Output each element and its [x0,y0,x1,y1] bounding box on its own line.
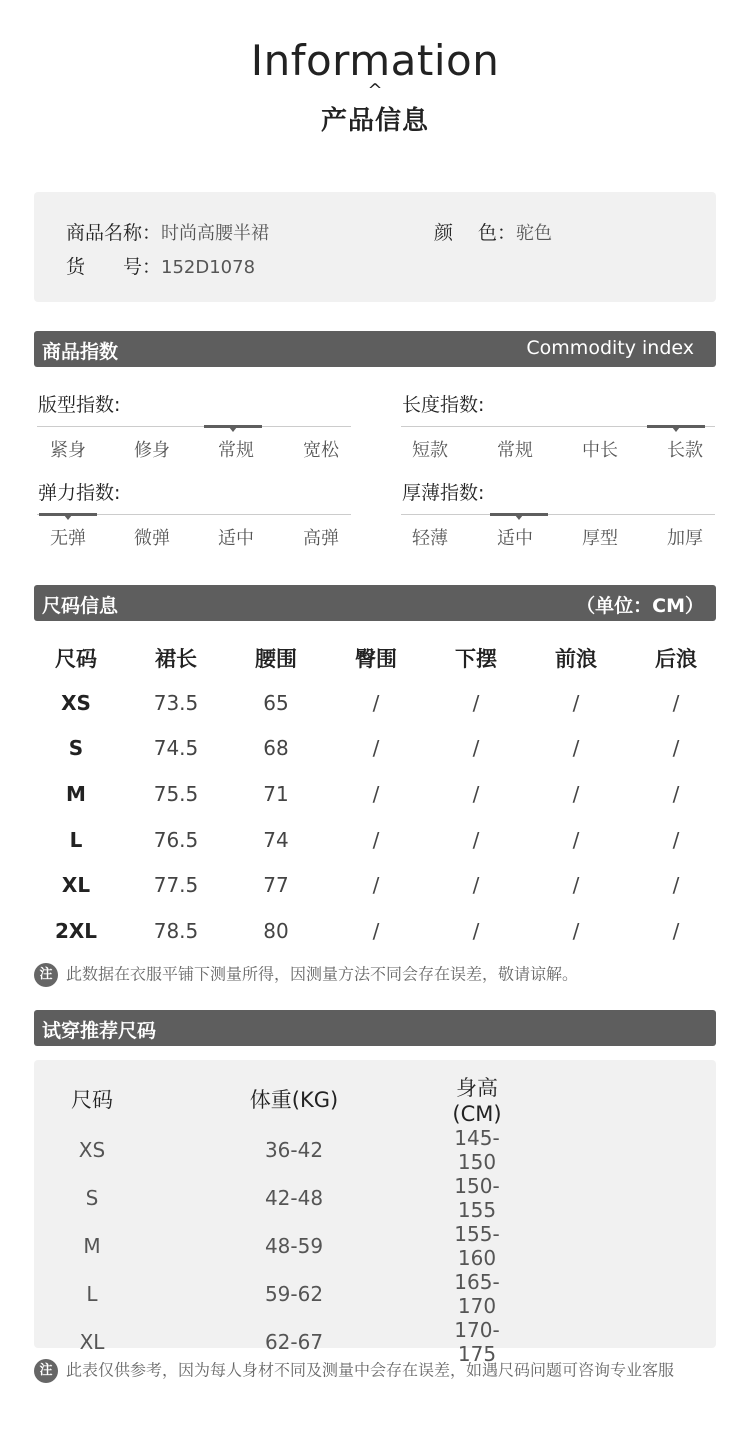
table-cell: / [572,918,580,943]
column-header: 尺码 [71,1088,113,1112]
scale-option: 高弹 [303,528,339,549]
table-cell: 78.5 [153,918,199,943]
table-row [26,726,726,772]
table-cell: 71 [263,781,289,806]
length-index-scale [401,426,715,466]
table-cell: 145-150 [454,1126,500,1174]
table-cell: S [85,1186,99,1210]
table-cell: XS [78,1138,106,1162]
table-row [38,1270,512,1318]
scale-option: 适中 [218,528,254,549]
table-cell: / [672,827,680,852]
table-cell: XL [79,1330,105,1354]
table-cell: 165-170 [454,1270,500,1318]
reference-note [34,1357,674,1383]
elasticity-index-title: 弹力指数: [38,482,121,504]
table-cell: M [83,1234,101,1258]
column-header: 尺码 [55,647,97,671]
table-cell: 73.5 [153,690,199,715]
note-badge-icon: 注 [34,963,58,987]
size-info-bar [34,585,716,621]
recommended-size-title: 试穿推荐尺码 [42,1020,157,1042]
table-cell: / [572,736,580,761]
scale-option: 短款 [412,440,448,461]
thickness-index-title: 厚薄指数: [402,482,485,504]
table-cell: / [672,781,680,806]
table-row [26,817,726,863]
table-cell: / [672,736,680,761]
commodity-index-bar [34,331,716,367]
table-cell: L [69,827,83,852]
table-cell: XL [61,873,91,898]
scale-option: 宽松 [303,440,339,461]
column-header: 前浪 [555,647,597,671]
product-info-box [34,192,716,302]
table-cell: 150-155 [454,1174,500,1222]
elasticity-index-scale [37,514,351,554]
table-cell: S [68,736,84,761]
table-cell: / [472,781,480,806]
scale-option: 常规 [218,440,254,461]
column-header: 臀围 [355,647,397,671]
table-cell: 2XL [54,918,98,943]
thickness-index-scale [401,514,715,554]
size-info-title: 尺码信息 [42,595,119,617]
table-cell: / [572,690,580,715]
table-cell: 77 [263,873,289,898]
table-cell: XS [61,690,91,715]
table-cell: 170-175 [454,1318,500,1366]
table-cell: / [472,736,480,761]
length-index-title: 长度指数: [402,394,485,416]
table-cell: 42-48 [264,1186,324,1210]
scale-option: 修身 [134,440,170,461]
column-header: 裙长 [155,647,197,671]
scale-option: 中长 [582,440,618,461]
table-cell: / [372,781,380,806]
title-english: Information [250,36,500,85]
selected-pointer-icon [64,515,72,520]
column-header: 体重(KG) [249,1088,339,1112]
table-cell: / [572,781,580,806]
table-cell: 68 [263,736,289,761]
size-unit-label: （单位：CM） [576,595,704,617]
table-cell: / [672,873,680,898]
table-cell: 74 [263,827,289,852]
table-row [38,1126,512,1174]
table-cell: 36-42 [264,1138,324,1162]
measurement-note [34,961,578,987]
product-color-label: 颜 色： [434,222,517,244]
scale-line [401,514,715,515]
table-cell: 75.5 [153,781,199,806]
product-name-label: 商品名称： [66,222,162,244]
recommended-size-table [38,1072,512,1366]
column-header: 身高(CM) [452,1076,502,1126]
scale-option: 加厚 [667,528,703,549]
table-cell: 76.5 [153,827,199,852]
table-cell: 77.5 [153,873,199,898]
fit-index-title: 版型指数: [38,394,121,416]
table-cell: / [472,918,480,943]
table-cell: 62-67 [264,1330,324,1354]
commodity-index-subtitle: Commodity index [526,337,694,359]
recommended-size-box [34,1060,716,1366]
note-badge-icon: 注 [34,1359,58,1383]
table-row [26,771,726,817]
table-cell: / [372,918,380,943]
reference-note-text: 此表仅供参考，因为每人身材不同及测量中会存在误差，如遇尺码问题可咨询专业客服 [66,1360,675,1380]
caret-icon: ^ [367,80,383,101]
table-cell: 155-160 [454,1222,500,1270]
table-cell: 59-62 [264,1282,324,1306]
size-table-header [26,636,726,680]
selected-pointer-icon [672,427,680,432]
table-row [26,862,726,908]
scale-option: 微弹 [134,528,170,549]
measurement-note-text: 此数据在衣服平铺下测量所得，因测量方法不同会存在误差，敬请谅解。 [66,964,579,984]
selected-pointer-icon [515,515,523,520]
product-color-value: 驼色 [516,223,553,244]
scale-option: 适中 [497,528,533,549]
scale-option: 长款 [667,440,703,461]
table-cell: / [572,873,580,898]
scale-option: 轻薄 [412,528,448,549]
table-cell: / [472,690,480,715]
column-header: 后浪 [655,647,697,671]
selected-pointer-icon [229,427,237,432]
product-name-line [66,218,269,245]
scale-option: 常规 [497,440,533,461]
commodity-index-title: 商品指数 [42,341,119,363]
product-name-value: 时尚高腰半裙 [161,223,270,244]
table-cell: 65 [263,690,289,715]
table-row [38,1174,512,1222]
table-cell: / [472,827,480,852]
scale-option: 紧身 [50,440,86,461]
table-cell: 80 [263,918,289,943]
recommended-table-header [38,1072,512,1126]
column-header: 腰围 [255,647,297,671]
product-sku-line [66,252,255,279]
product-sku-value: 152D1078 [161,257,256,278]
title-chinese: 产品信息 [320,106,429,136]
scale-option: 厚型 [582,528,618,549]
recommended-size-bar [34,1010,716,1046]
table-row [26,680,726,726]
scale-option: 无弹 [50,528,86,549]
table-cell: / [372,690,380,715]
scale-line [37,426,351,427]
table-cell: / [672,918,680,943]
table-cell: / [572,827,580,852]
table-cell: / [372,736,380,761]
fit-index-scale [37,426,351,466]
size-table [26,636,726,954]
table-cell: 74.5 [153,736,199,761]
table-cell: L [86,1282,98,1306]
table-cell: / [372,827,380,852]
product-sku-label: 货 号： [66,256,162,278]
table-row [26,908,726,954]
column-header: 下摆 [455,647,497,671]
table-cell: / [372,873,380,898]
table-cell: M [66,781,86,806]
table-cell: 48-59 [264,1234,324,1258]
table-row [38,1222,512,1270]
product-color-line [434,218,552,245]
table-cell: / [672,690,680,715]
table-cell: / [472,873,480,898]
